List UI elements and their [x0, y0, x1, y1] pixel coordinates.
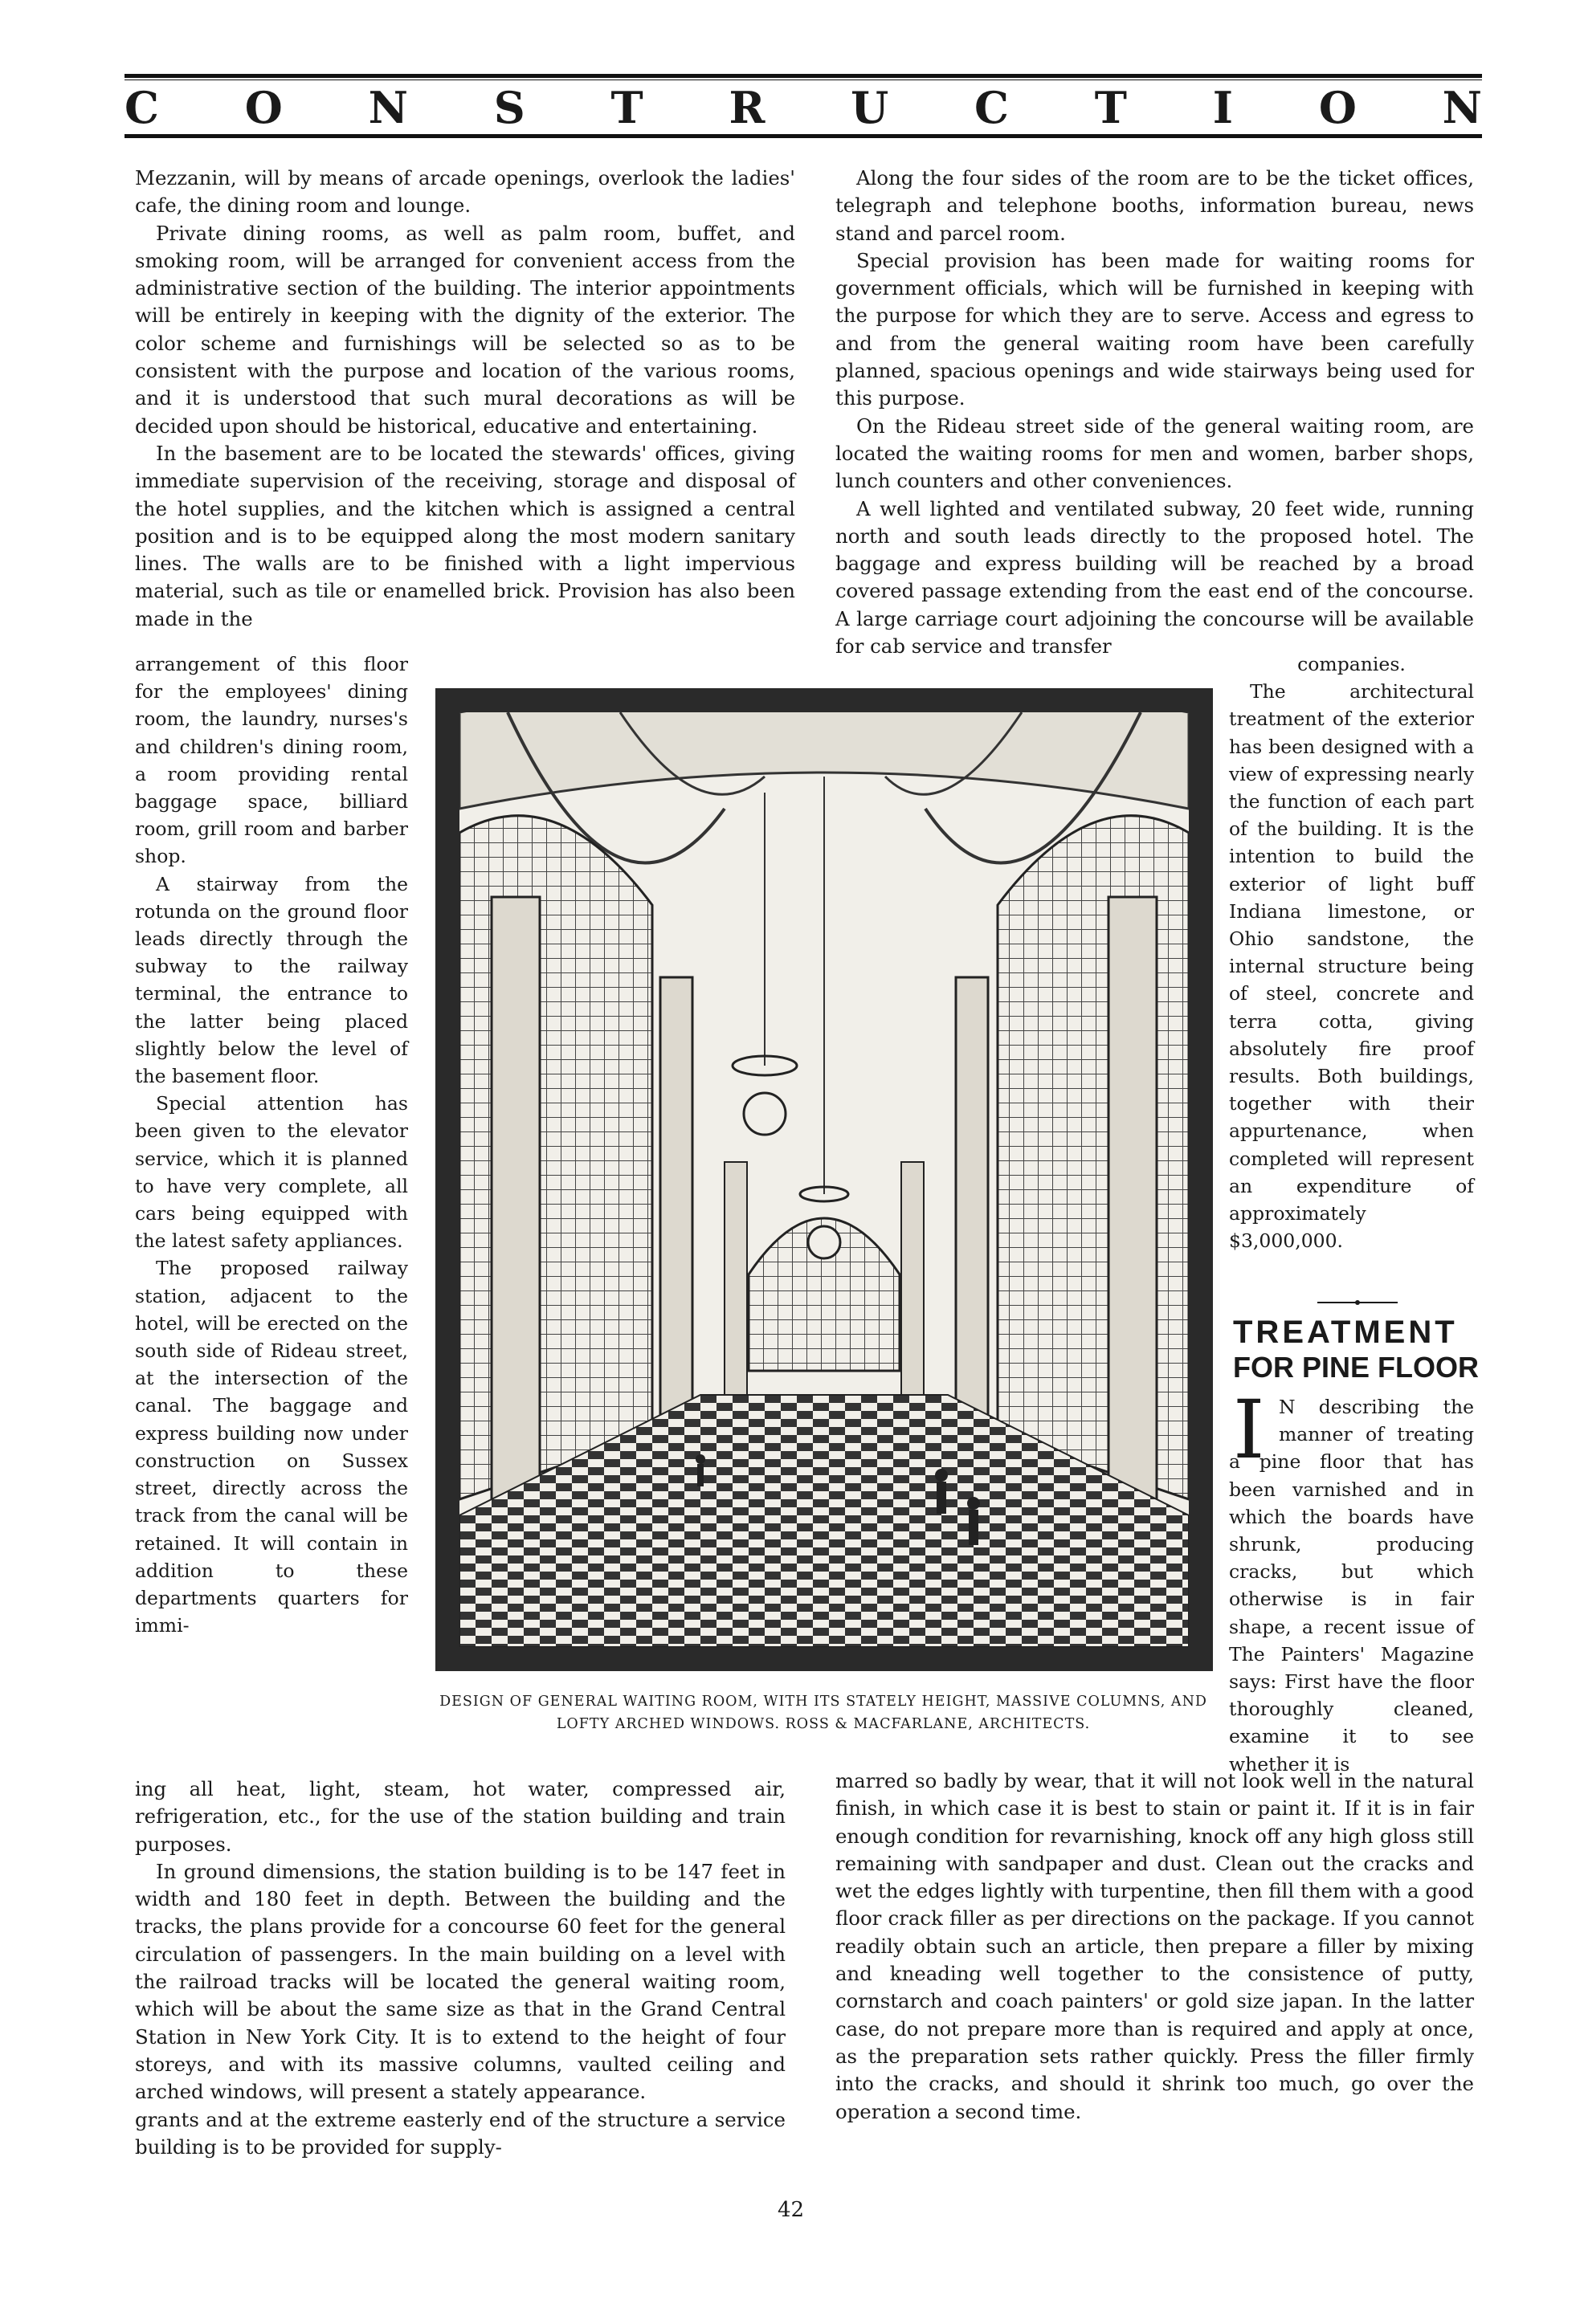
paragraph: On the Rideau street side of the general waiting room, are located the waiting rooms for men and women, barber shops, lunch counters and other conveniences.	[835, 414, 1474, 493]
title-letter: T	[1094, 82, 1127, 133]
title-letter: R	[729, 82, 766, 133]
section-body	[835, 1767, 1474, 2126]
paragraph: In ground dimensions, the station building is to be 147 feet in width and 180 feet in depth. Between the building and the tracks, the plans provide for a concourse 60 feet for the general circulation of passengers. In the main building on a level with the railroad tracks will be located the general waiting room, which will be about the same size as that in the Grand Central Station in New York City. It is to extend to the height of four storeys, and with its massive columns, vaulted ceiling and arched windows, will present a stately appearance.	[135, 1859, 786, 2104]
title-letter: C	[125, 82, 159, 133]
paragraph: Along the four sides of the room are to be the ticket offices, telegraph and telephone booths, information bureau, news stand and parcel room.	[835, 166, 1474, 245]
paragraph: Special attention has been given to the elevator service, which it is planned to have very complete, all cars being equipped with the latest safety appliances.	[135, 1092, 408, 1253]
paragraph: A stairway from the rotunda on the ground floor leads directly through the subway to the railway terminal, the entrance to the latter being placed slightly below the level of the basement floor.	[135, 872, 408, 1088]
section-intro	[1229, 1383, 1474, 1778]
title-letter: U	[851, 82, 889, 133]
title-letter: N	[368, 82, 408, 133]
right-column-top	[835, 165, 1474, 660]
header-rule-bottom	[125, 134, 1482, 138]
ornament-divider	[1317, 1300, 1398, 1305]
page-number: 42	[778, 2198, 805, 2222]
paragraph: companies.	[1297, 653, 1406, 675]
paragraph: A well lighted and ventilated subway, 20 feet wide, running north and south leads directly to the proposed hotel. The baggage and express building will be reached by a broad covered passage extending from the east end of the concourse. A large carriage court adjoining the concourse will be available for cab service and transfer	[835, 496, 1474, 658]
paragraph: Private dining rooms, as well as palm room, buffet, and smoking room, will be arranged for convenient access from the administrative section of the building. The interior appointments will be entirely in keeping with the dignity of the exterior. The color scheme and furnishings will be selected so as to be consistent with the purpose and location of the various rooms, and it is understood that such mural decorations as will be decided upon should be historical, educative and entertaining.	[135, 221, 795, 438]
paragraph: marred so badly by wear, that it will not look well in the natural finish, in which case it is best to stain or paint it. If it is in fair enough condition for revarnishing, knock off any high gloss still remaining with sandpaper and dust. Clean out the cracks and wet the edges lightly with turpentine, then fill them with a good floor crack filler as per directions on the package. If you cannot readily obtain such an article, then prepare a filler by mixing and kneading well together to the consistence of putty, cornstarch and coach painters' or gold size japan. In the latter case, do not prepare more than is required and apply at once, as the preparation sets rather quickly. Press the filler firmly into the cracks, and should it shrink too much, go over the operation a second time.	[835, 1769, 1474, 2123]
title-letter: C	[974, 82, 1010, 133]
title-letter: T	[610, 82, 643, 133]
left-column-top	[135, 165, 795, 633]
paragraph: In the basement are to be located the stewards' offices, giving immediate supervision of the receiving, storage and disposal of the hotel supplies, and the kitchen which is assigned a central position and is to be equipped along the most modern sanitary lines. The walls are to be finished with a light impervious material, such as tile or enamelled brick. Provision has also been made in the	[135, 441, 795, 630]
paragraph: The architectural treatment of the exterior has been designed with a view of expressing nearly the function of each part of the building. It is the intention to build the exterior of light buff Indiana limestone, or Ohio sandstone, the internal structure being of steel, concrete and terra cotta, giving absolutely fire proof results. Both buildings, together with their appurtenance, when completed will represent an expenditure of approximately $3,000,000.	[1229, 680, 1474, 1253]
right-narrow-column	[1229, 650, 1474, 1254]
title-letter: S	[493, 82, 525, 133]
paragraph: Mezzanin, will by means of arcade openings, overlook the ladies' cafe, the dining room and lounge.	[135, 166, 795, 218]
section-heading-line2: FOR PINE FLOOR	[1233, 1351, 1479, 1384]
title-letter: N	[1442, 82, 1482, 133]
left-column-bottom	[135, 1776, 786, 2161]
paragraph: The proposed railway station, adjacent to the hotel, will be erected on the south side of Rideau street, at the intersection of the canal. The baggage and express building now under construction on Sussex street, directly across the track from the canal will be retained. It will contain in addition to these departments quarters for immi-	[135, 1257, 408, 1637]
dropcap-spacer	[1229, 1393, 1279, 1445]
paragraph: N describing the manner of treating a pine floor that has been varnished and in which the boards have shrunk, producing cracks, but which otherwise is in fair shape, a recent issue of The Painters' Magazine says: First have the floor thoroughly cleaned, examine it to see whether it is	[1229, 1396, 1474, 1776]
waiting-room-drawing	[459, 712, 1189, 1647]
waiting-room-illustration	[435, 688, 1213, 1671]
paragraph: grants and at the extreme easterly end of the structure a service building is to be provided for supply-	[135, 2107, 786, 2159]
illustration-frame-inner	[459, 712, 1189, 1647]
title-letter: I	[1212, 82, 1234, 133]
title-letter: O	[1318, 82, 1357, 133]
paragraph: ing all heat, light, steam, hot water, compressed air, refrigeration, etc., for the use of the station building and train purposes.	[135, 1777, 786, 1856]
paragraph: arrangement of this floor for the employees' dining room, the laundry, nurses's and children's dining room, a room providing rental baggage space, billiard room, grill room and barber shop.	[135, 653, 408, 868]
title-letter: O	[244, 82, 283, 133]
magazine-title	[125, 81, 1482, 134]
left-narrow-column	[135, 650, 408, 1639]
section-heading-line1: TREATMENT	[1233, 1315, 1458, 1350]
header-rule-top	[125, 74, 1482, 78]
figure-caption: DESIGN OF GENERAL WAITING ROOM, WITH ITS STATELY HEIGHT, MASSIVE COLUMNS, AND LOFTY ARCHED WINDOWS. ROSS & MACFARLANE, ARCHITECTS.	[439, 1694, 1207, 1732]
drop-cap: I	[1233, 1383, 1265, 1477]
paragraph: Special provision has been made for waiting rooms for government officials, which will be furnished in keeping with the purpose for which they are to serve. Access and egress to and from the general waiting room have been carefully planned, spacious openings and wide stairways being used for this purpose.	[835, 248, 1474, 410]
